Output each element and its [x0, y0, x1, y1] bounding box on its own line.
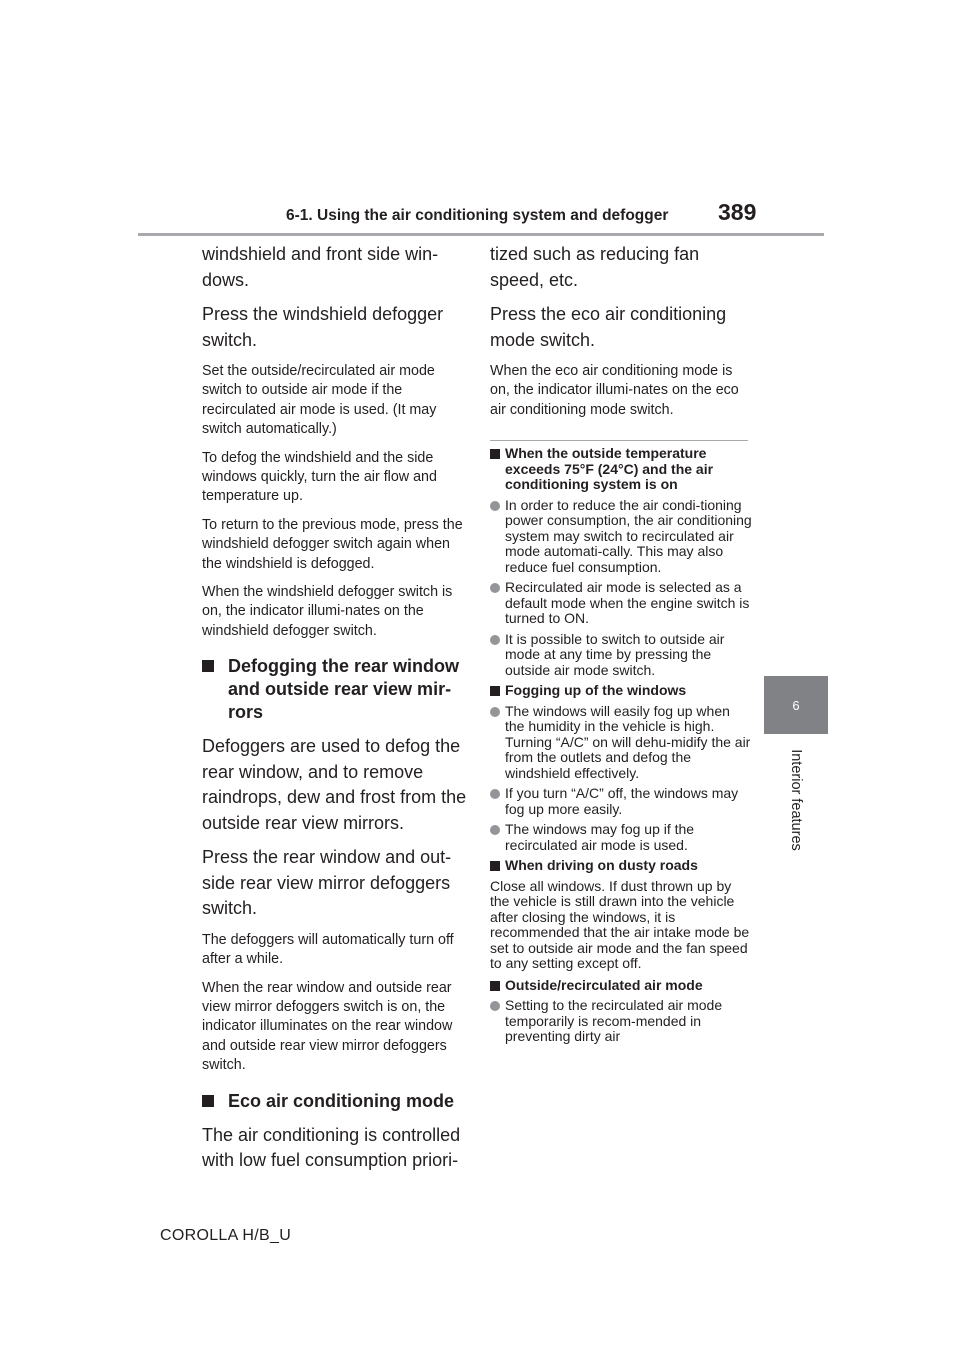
- heading-text: When the outside temperature exceeds 75°F (24°C) and the air conditioning system is on: [505, 445, 714, 493]
- heading-text: Eco air conditioning mode: [228, 1090, 455, 1111]
- list-item: Setting to the recirculated air mode temporarily is recom-mended in preventing dirty air: [490, 998, 752, 1045]
- section-divider: [490, 440, 748, 441]
- square-bullet-icon: [490, 981, 500, 991]
- heading-text: Outside/recirculated air mode: [505, 976, 703, 993]
- instruction-text: Press the eco air conditioning mode switch.: [490, 304, 727, 350]
- chapter-label: Interior features: [788, 749, 804, 851]
- list-item: In order to reduce the air condi-tioning power consumption, the air conditioning system may switch to recirculated air mode automati-cally. This may also reduce fuel consumption.: [490, 498, 752, 576]
- section-heading-rear-defog: [202, 655, 468, 724]
- square-bullet-icon: [202, 1095, 214, 1107]
- note-text: When the windshield defogger switch is on, the indicator illumi-nates on the windshield defogger switch.: [202, 584, 453, 639]
- round-bullet-icon: [490, 1001, 500, 1011]
- body-text: Close all windows. If dust thrown up by the vehicle is still drawn into the vehicle after closing the windows, it is recommended that the air intake mode be set to outside air mode and the fan speed to any setting except off.: [490, 877, 750, 972]
- info-heading-temperature: [490, 446, 752, 493]
- round-bullet-icon: [490, 707, 500, 717]
- info-heading-dusty-roads: [490, 858, 752, 874]
- round-bullet-icon: [490, 789, 500, 799]
- square-bullet-icon: [490, 449, 500, 459]
- info-heading-air-mode: [490, 978, 752, 994]
- list-item: It is possible to switch to outside air mode at any time by pressing the outside air mode switch.: [490, 632, 752, 679]
- body-text: The air conditioning is controlled with low fuel consumption priori-: [202, 1124, 461, 1171]
- header-divider: [138, 233, 824, 236]
- body-text: Defoggers are used to defog the rear window, and to remove raindrops, dew and frost from the outside rear view mirrors.: [202, 736, 467, 833]
- list-item: The windows will easily fog up when the humidity in the vehicle is high. Turning “A/C” on will dehu-midify the air from the outlets and defog the windshield effectively.: [490, 704, 752, 782]
- note-text: To defog the windshield and the side windows quickly, turn the air flow and temperature up.: [202, 449, 437, 505]
- intro-text: windshield and front side win-dows.: [202, 244, 439, 290]
- page-number: 389: [718, 199, 757, 225]
- heading-text: When driving on dusty roads: [505, 857, 698, 874]
- square-bullet-icon: [202, 660, 214, 672]
- body-text: tized such as reducing fan speed, etc.: [490, 244, 700, 290]
- round-bullet-icon: [490, 635, 500, 645]
- footer-model: COROLLA H/B_U: [160, 1227, 292, 1244]
- note-text: To return to the previous mode, press the windshield defogger switch again when the windshield is defogged.: [202, 516, 463, 572]
- round-bullet-icon: [490, 501, 500, 511]
- chapter-number: 6: [792, 697, 800, 713]
- note-text: When the rear window and outside rear view mirror defoggers switch is on, the indicator illuminates on the rear window and outside rear view mirror defoggers switch.: [202, 979, 453, 1074]
- round-bullet-icon: [490, 825, 500, 835]
- heading-text: Fogging up of the windows: [505, 682, 687, 699]
- left-column: [202, 241, 468, 1183]
- square-bullet-icon: [490, 861, 500, 871]
- heading-text: Defogging the rear window and outside rear view mir-rors: [228, 656, 460, 723]
- instruction-text: Press the windshield defogger switch.: [202, 304, 444, 350]
- list-item: The windows may fog up if the recirculated air mode is used.: [490, 822, 752, 853]
- note-text: Set the outside/recirculated air mode switch to outside air mode if the recirculated air mode is used. (It may switch automatically.): [202, 363, 437, 438]
- info-heading-fogging: [490, 683, 752, 699]
- instruction-text: Press the rear window and out-side rear view mirror defoggers switch.: [202, 847, 452, 919]
- square-bullet-icon: [490, 686, 500, 696]
- section-title: 6-1. Using the air conditioning system and defogger: [286, 207, 669, 224]
- round-bullet-icon: [490, 583, 500, 593]
- section-heading-eco: [202, 1090, 468, 1113]
- list-item: If you turn “A/C” off, the windows may fog up more easily.: [490, 786, 752, 817]
- note-text: The defoggers will automatically turn off after a while.: [202, 931, 454, 968]
- right-column: [490, 241, 752, 1050]
- list-item: Recirculated air mode is selected as a default mode when the engine switch is turned to ON.: [490, 580, 752, 627]
- note-text: When the eco air conditioning mode is on, the indicator illumi-nates on the eco air conditioning mode switch.: [490, 363, 739, 418]
- chapter-tab: [764, 676, 828, 734]
